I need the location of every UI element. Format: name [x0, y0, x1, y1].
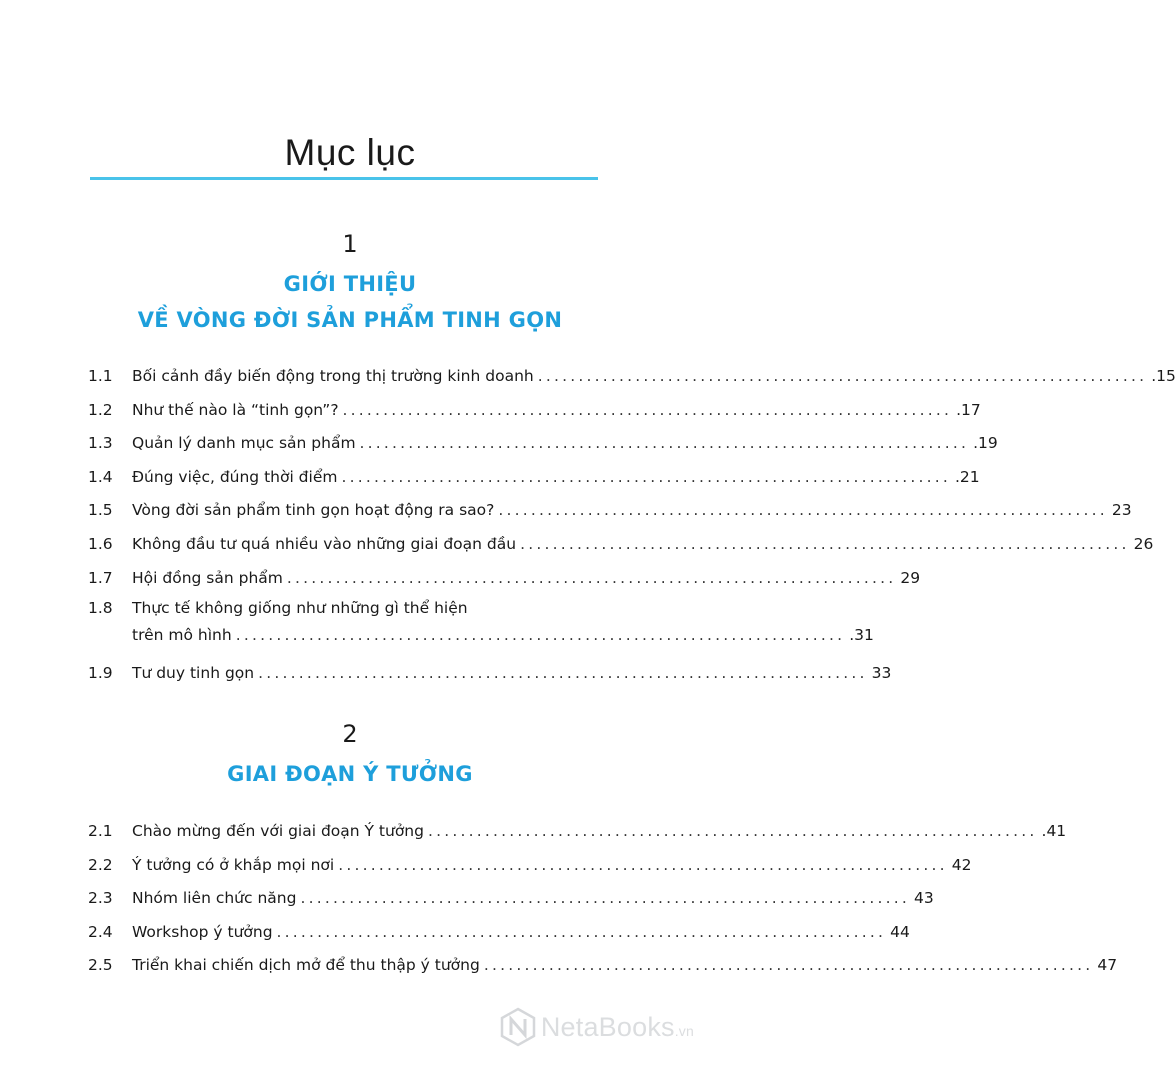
toc-entry[interactable]: [88, 394, 981, 428]
dot-leader: ...........................................................................: [338, 855, 948, 874]
toc-entry-title: Chào mừng đến với giai đoạn Ý tưởng: [132, 822, 424, 840]
toc-entry-number: 1.5: [88, 501, 113, 520]
toc-entry-number: 2.3: [88, 889, 113, 908]
toc-entry-page: .41: [1041, 822, 1067, 840]
toc-entry-page: .17: [956, 400, 981, 419]
dot-leader: ...........................................................................: [286, 568, 897, 587]
chapter-1-number: 1: [342, 230, 358, 258]
toc-entry-page: 47: [1097, 956, 1118, 975]
dot-leader: ...........................................................................: [537, 367, 1148, 385]
dot-leader: ...........................................................................: [276, 922, 887, 941]
toc-entry-number: 1.9: [88, 664, 113, 683]
dot-leader: ...........................................................................: [427, 822, 1038, 840]
chapter-1-title: [0, 266, 700, 338]
toc-entry-title: Thực tế không giống như những gì thể hiện: [132, 599, 468, 618]
chapter-1-title-line-1: GIỚI THIỆU: [283, 272, 417, 296]
toc-entry[interactable]: [88, 461, 980, 495]
toc-entry-page: 33: [871, 664, 892, 683]
toc-entry-title: Nhóm liên chức năng: [132, 889, 297, 908]
dot-leader: ...........................................................................: [483, 956, 1094, 975]
dot-leader: ...........................................................................: [498, 501, 1108, 520]
toc-entry-title: Đúng việc, đúng thời điểm: [132, 467, 338, 486]
toc-entry-page: 44: [890, 922, 910, 941]
toc-entry-number: 1.6: [88, 534, 113, 553]
toc-entry-title: Quản lý danh mục sản phẩm: [132, 434, 356, 453]
toc-entry-number: 1.7: [88, 568, 113, 587]
toc-entry-number: 2.4: [88, 922, 113, 941]
toc-entry-page: 42: [951, 855, 972, 874]
toc-entry-number: 2.1: [88, 822, 113, 840]
toc-entry-page: 43: [913, 889, 934, 908]
toc-entry-page: 29: [900, 568, 921, 587]
chapter-2-title: [0, 756, 700, 792]
page-title: Mục lục: [284, 132, 416, 173]
toc-entry-title: Workshop ý tưởng: [132, 922, 273, 941]
toc-entry[interactable]: [88, 562, 921, 596]
toc-entry-title: Bối cảnh đầy biến động trong thị trường kinh doanh: [132, 367, 534, 385]
dot-leader: ...........................................................................: [359, 434, 970, 453]
dot-leader: ...........................................................................: [300, 889, 910, 908]
dot-leader: ...........................................................................: [520, 534, 1130, 553]
chapter-1-toc: [88, 360, 1176, 691]
title-rule: [90, 177, 598, 180]
toc-entry[interactable]: [88, 849, 972, 883]
toc-entry[interactable]: [88, 657, 892, 691]
watermark-text: [541, 1012, 694, 1043]
toc-entry[interactable]: [88, 916, 910, 950]
toc-entry-title: Hội đồng sản phẩm: [132, 568, 283, 587]
watermark-suffix: .vn: [674, 1022, 694, 1039]
dot-leader: ...........................................................................: [342, 400, 953, 419]
toc-entry-page: .15: [1151, 367, 1176, 385]
chapter-2-title-line-1: GIAI ĐOẠN Ý TƯỞNG: [227, 762, 473, 786]
dot-leader: ...........................................................................: [235, 626, 846, 645]
toc-entry-page: 26: [1133, 534, 1154, 553]
toc-entry-page: .21: [955, 467, 980, 486]
toc-entry-page: 23: [1111, 501, 1132, 520]
toc-entry-title: Vòng đời sản phẩm tinh gọn hoạt động ra sao?: [132, 501, 495, 520]
toc-entry-number: 2.2: [88, 855, 113, 874]
toc-entry-number: 1.3: [88, 434, 113, 453]
toc-entry-title: Như thế nào là “tinh gọn”?: [132, 400, 339, 419]
toc-entry[interactable]: [88, 815, 1067, 849]
toc-entry-title: Tư duy tinh gọn: [132, 664, 255, 683]
toc-entry-title: Triển khai chiến dịch mở để thu thập ý tưởng: [132, 956, 480, 975]
toc-entry-number: 2.5: [88, 956, 113, 975]
toc-entry-title-continued: trên mô hình: [132, 626, 232, 645]
toc-entry[interactable]: [88, 595, 874, 657]
toc-entry[interactable]: [88, 360, 1176, 394]
dot-leader: ...........................................................................: [258, 664, 868, 683]
toc-entry[interactable]: [88, 494, 1132, 528]
chapter-2-toc: [88, 815, 1118, 983]
toc-entry-number: 1.2: [88, 400, 113, 419]
toc-entry-page: .31: [849, 626, 874, 645]
toc-entry[interactable]: [88, 882, 934, 916]
toc-entry[interactable]: [88, 427, 998, 461]
toc-entry-title: Không đầu tư quá nhiều vào những giai đoạn đầu: [132, 534, 517, 553]
chapter-2-number: 2: [342, 720, 358, 748]
toc-entry-number: 1.8: [88, 599, 113, 618]
chapter-1-title-line-2: VỀ VÒNG ĐỜI SẢN PHẨM TINH GỌN: [137, 308, 563, 332]
dot-leader: ...........................................................................: [341, 467, 951, 486]
toc-entry[interactable]: [88, 949, 1118, 983]
toc-entry[interactable]: [88, 528, 1154, 562]
netabooks-logo-icon: [501, 1008, 535, 1046]
toc-entry-number: 1.1: [88, 367, 113, 385]
toc-entry-number: 1.4: [88, 467, 113, 486]
watermark-brand: NetaBooks: [540, 1011, 675, 1042]
netabooks-watermark: [501, 1008, 694, 1046]
toc-entry-page: .19: [973, 434, 998, 453]
toc-entry-title: Ý tưởng có ở khắp mọi nơi: [132, 855, 335, 874]
